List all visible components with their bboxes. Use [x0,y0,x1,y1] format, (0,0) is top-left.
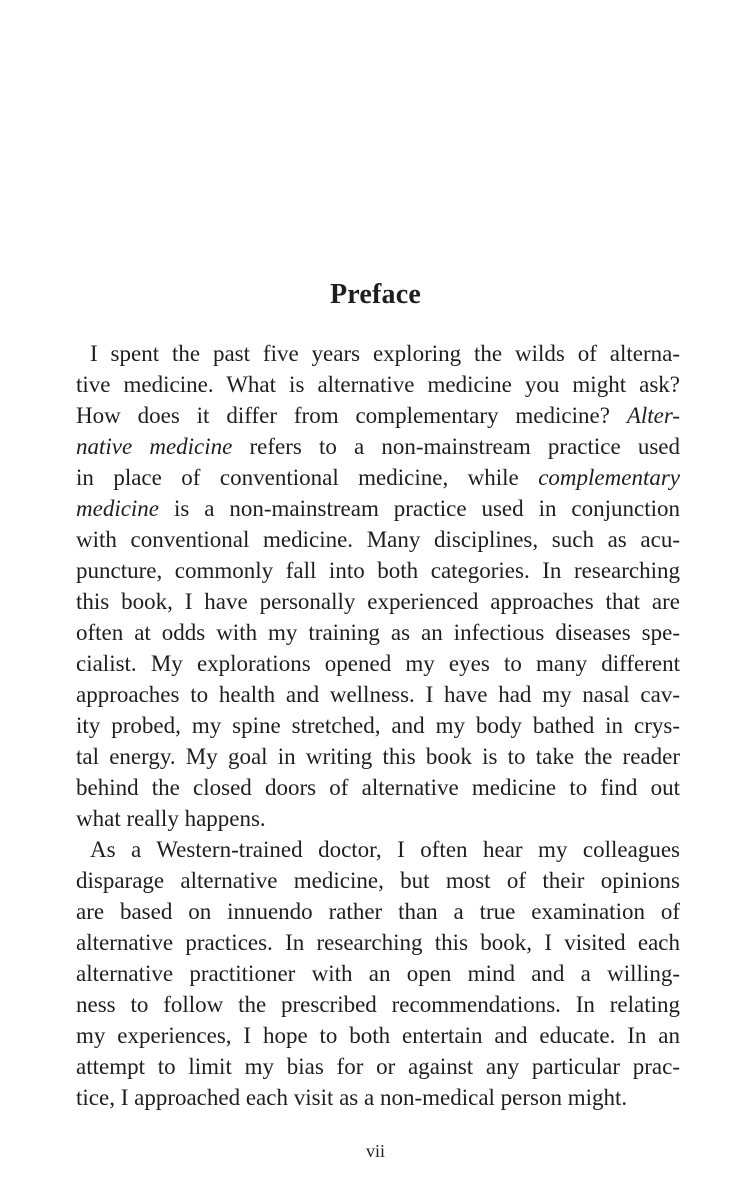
text-run: alternative practitioner with an open mind and a willing- [76,961,680,986]
text-line [76,462,680,493]
text-line [76,927,680,958]
text-line [76,524,680,555]
text-run: this book, I have personally experienced approaches that are [76,589,680,614]
text-line [76,431,680,462]
text-line [76,369,680,400]
text-run: refers to a non-mainstream practice used [232,434,680,459]
text-run: with conventional medicine. Many disciplines, such as acu- [76,527,680,552]
text-line [76,989,680,1020]
body-text [76,338,680,1113]
text-run: ness to follow the prescribed recommendations. In relating [76,992,680,1017]
italic-text-run: native medicine [76,434,233,459]
text-line [76,741,680,772]
text-run: disparage alternative medicine, but most of their opinions [76,868,680,893]
chapter-title: Preface [329,279,422,310]
paragraph [76,338,680,834]
text-run: often at odds with my training as an infectious diseases spe- [76,620,680,645]
text-line [76,1051,680,1082]
text-line [76,400,680,431]
text-run: puncture, commonly fall into both categories. In researching [76,558,680,583]
text-line [76,338,680,369]
text-line [76,865,680,896]
text-line [76,958,680,989]
text-run: what really happens. [76,806,266,831]
text-run: I spent the past five years exploring the wilds of alterna- [90,341,680,366]
text-run: ity probed, my spine stretched, and my body bathed in crys- [76,713,680,738]
text-line [76,555,680,586]
text-run: alternative practices. In researching this book, I visited each [76,930,680,955]
text-run: in place of conventional medicine, while [76,465,539,490]
text-run: How does it differ from complementary medicine? [76,403,627,428]
text-line [76,493,680,524]
text-line [76,1020,680,1051]
text-run: tice, I approached each visit as a non-medical person might. [76,1085,628,1110]
text-line [76,772,680,803]
text-line [76,617,680,648]
text-run: approaches to health and wellness. I have had my nasal cav- [76,682,680,707]
text-run: my experiences, I hope to both entertain and educate. In an [76,1023,680,1048]
text-run: As a Western-trained doctor, I often hear my colleagues [90,837,680,862]
text-run: tive medicine. What is alternative medicine you might ask? [76,372,680,397]
text-line [76,679,680,710]
paragraph [76,834,680,1113]
text-line [76,1082,680,1113]
text-line [76,834,680,865]
text-run: tal energy. My goal in writing this book is to take the reader [76,744,680,769]
text-line [76,896,680,927]
text-line [76,710,680,741]
text-run: behind the closed doors of alternative medicine to find out [76,775,680,800]
text-run: attempt to limit my bias for or against any particular prac- [76,1054,680,1079]
text-line [76,648,680,679]
text-run: are based on innuendo rather than a true examination of [76,899,680,924]
text-run: is a non-mainstream practice used in conjunction [159,496,680,521]
text-run: cialist. My explorations opened my eyes to many different [76,651,680,676]
italic-text-run: complementary [538,465,680,490]
italic-text-run: medicine [76,496,160,521]
italic-text-run: Alter- [626,403,680,428]
page-number: vii [365,1141,385,1161]
text-line [76,586,680,617]
text-line [76,803,680,834]
